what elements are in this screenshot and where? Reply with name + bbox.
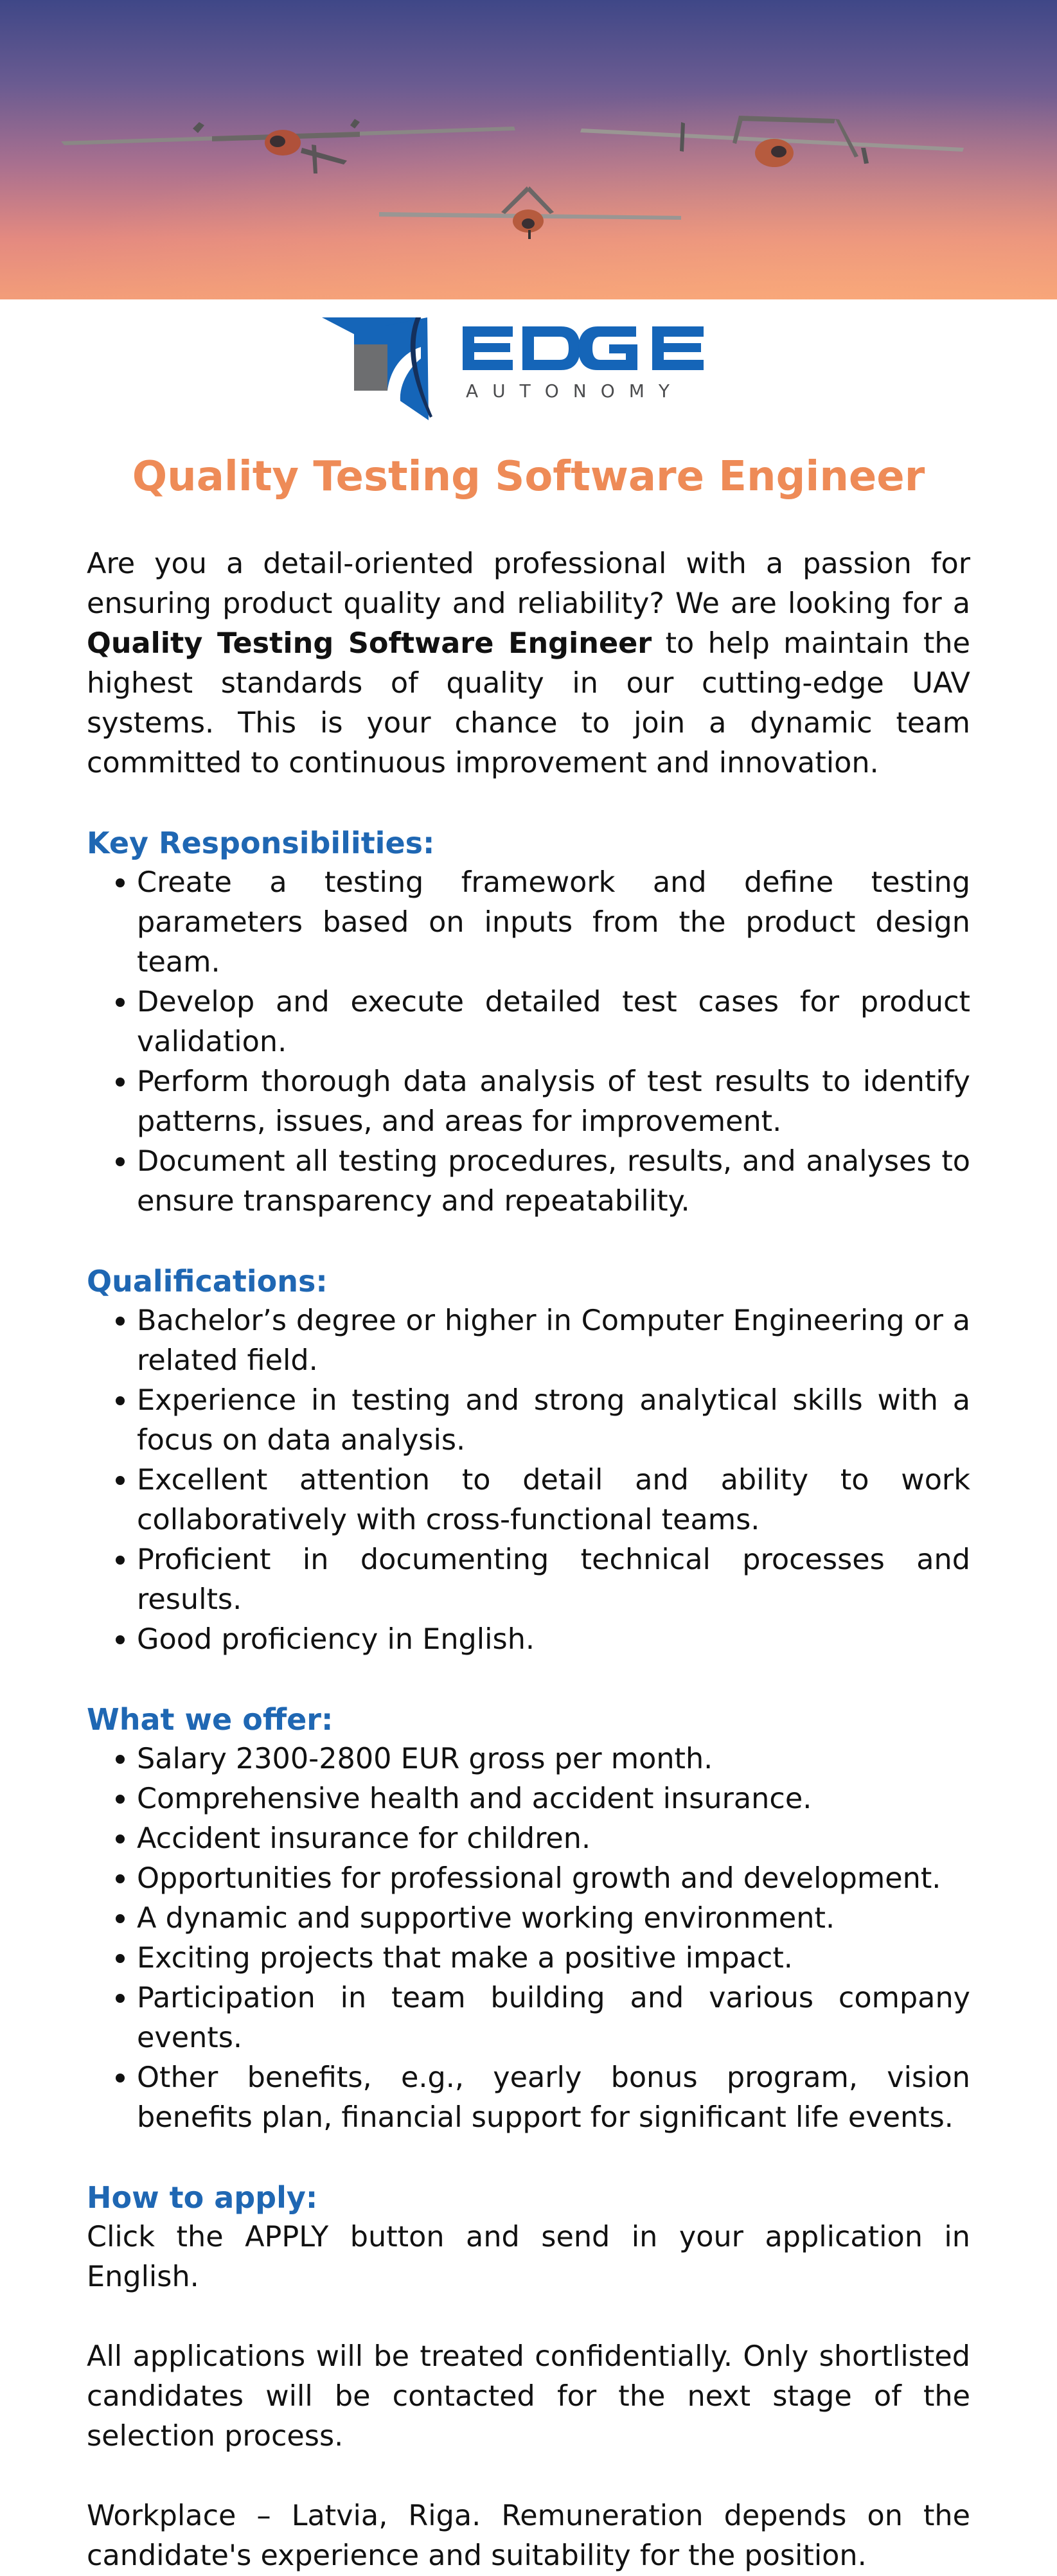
hero-banner <box>0 0 1057 299</box>
list-item <box>87 1461 970 1540</box>
bullet-icon <box>116 1834 125 1843</box>
responsibilities-heading: Key Responsibilities: <box>87 826 435 860</box>
bullet-icon <box>116 1954 125 1963</box>
bullet-icon <box>116 1874 125 1883</box>
intro-text-bold: Quality Testing Software Engineer <box>87 627 652 660</box>
list-item <box>87 1620 970 1660</box>
list-item <box>87 1301 970 1381</box>
bullet-icon <box>116 1078 125 1087</box>
list-item <box>87 1899 970 1939</box>
list-item-text: Exciting projects that make a positive impact. <box>137 1942 793 1975</box>
offer-heading: What we offer: <box>87 1702 333 1737</box>
list-item <box>87 1779 970 1819</box>
list-item-text: Experience in testing and strong analytical skills with a focus on data analysis. <box>137 1384 970 1457</box>
list-item-text: Excellent attention to detail and ability to work collaboratively with cross-functional teams. <box>137 1464 970 1536</box>
bullet-icon <box>116 878 125 887</box>
bullet-icon <box>116 1914 125 1923</box>
list-item <box>87 1381 970 1461</box>
confidentiality-note: All applications will be treated confidentially. Only shortlisted candidates will be contacted for the next stage of the selection process. <box>87 2340 970 2453</box>
list-item-text: Opportunities for professional growth and development. <box>137 1862 941 1895</box>
drones-image <box>0 0 1057 299</box>
company-logo <box>318 307 723 420</box>
list-item <box>87 1978 970 2058</box>
list-item <box>87 2058 970 2138</box>
logo-wordmark <box>463 326 704 370</box>
bullet-icon <box>116 1755 125 1764</box>
workplace-note: Workplace – Latvia, Riga. Remuneration depends on the candidate's experience and suitability for the position. <box>87 2500 970 2572</box>
list-item <box>87 1540 970 1620</box>
edge-autonomy-logo <box>318 307 723 420</box>
list-item-text: Proficient in documenting technical processes and results. <box>137 1543 970 1616</box>
offer-list <box>87 1739 970 2138</box>
list-item-text: Develop and execute detailed test cases for product validation. <box>137 986 970 1058</box>
bullet-icon <box>116 1317 125 1326</box>
list-item <box>87 1819 970 1859</box>
intro-text-after: to help maintain the highest standards of quality in our cutting-edge UAV systems. This is your chance to join a dynamic team committed to continuous improvement and innovation. <box>87 627 970 779</box>
list-item-text: Salary 2300-2800 EUR gross per month. <box>137 1743 713 1775</box>
list-item-text: A dynamic and supportive working environment. <box>137 1902 835 1935</box>
list-item-text: Other benefits, e.g., yearly bonus program, vision benefits plan, financial support for significant life events. <box>137 2061 970 2134</box>
qualifications-heading: Qualifications: <box>87 1264 328 1299</box>
apply-heading: How to apply: <box>87 2180 318 2215</box>
intro-text-before: Are you a detail-oriented professional with a passion for ensuring product quality and reliability? We are looking for a <box>87 547 970 620</box>
bullet-icon <box>116 1157 125 1166</box>
list-item <box>87 1939 970 1978</box>
list-item-text: Comprehensive health and accident insurance. <box>137 1782 812 1815</box>
list-item <box>87 1062 970 1142</box>
list-item-text: Document all testing procedures, results, and analyses to ensure transparency and repeatability. <box>137 1145 970 1218</box>
list-item <box>87 1142 970 1221</box>
bullet-icon <box>116 998 125 1007</box>
list-item-text: Create a testing framework and define testing parameters based on inputs from the product design team. <box>137 866 970 979</box>
list-item <box>87 1739 970 1779</box>
list-item-text: Perform thorough data analysis of test results to identify patterns, issues, and areas for improvement. <box>137 1065 970 1138</box>
apply-instruction: Click the APPLY button and send in your application in English. <box>87 2221 970 2293</box>
bullet-icon <box>116 1994 125 2003</box>
intro-paragraph <box>87 544 970 783</box>
list-item <box>87 1859 970 1899</box>
list-item-text: Bachelor’s degree or higher in Computer Engineering or a related field. <box>137 1304 970 1377</box>
logo-subtext: AUTONOMY <box>466 380 684 402</box>
list-item-text: Good proficiency in English. <box>137 1623 535 1656</box>
responsibilities-list <box>87 863 970 1221</box>
list-item-text: Accident insurance for children. <box>137 1822 591 1855</box>
bullet-icon <box>116 1795 125 1804</box>
bullet-icon <box>116 2074 125 2083</box>
qualifications-list <box>87 1301 970 1660</box>
bullet-icon <box>116 1556 125 1565</box>
list-item-text: Participation in team building and various company events. <box>137 1982 970 2054</box>
bullet-icon <box>116 1396 125 1405</box>
list-item <box>87 863 970 982</box>
job-title: Quality Testing Software Engineer <box>132 453 925 501</box>
job-description <box>87 544 970 2576</box>
bullet-icon <box>116 1635 125 1644</box>
list-item <box>87 982 970 1062</box>
bullet-icon <box>116 1476 125 1485</box>
